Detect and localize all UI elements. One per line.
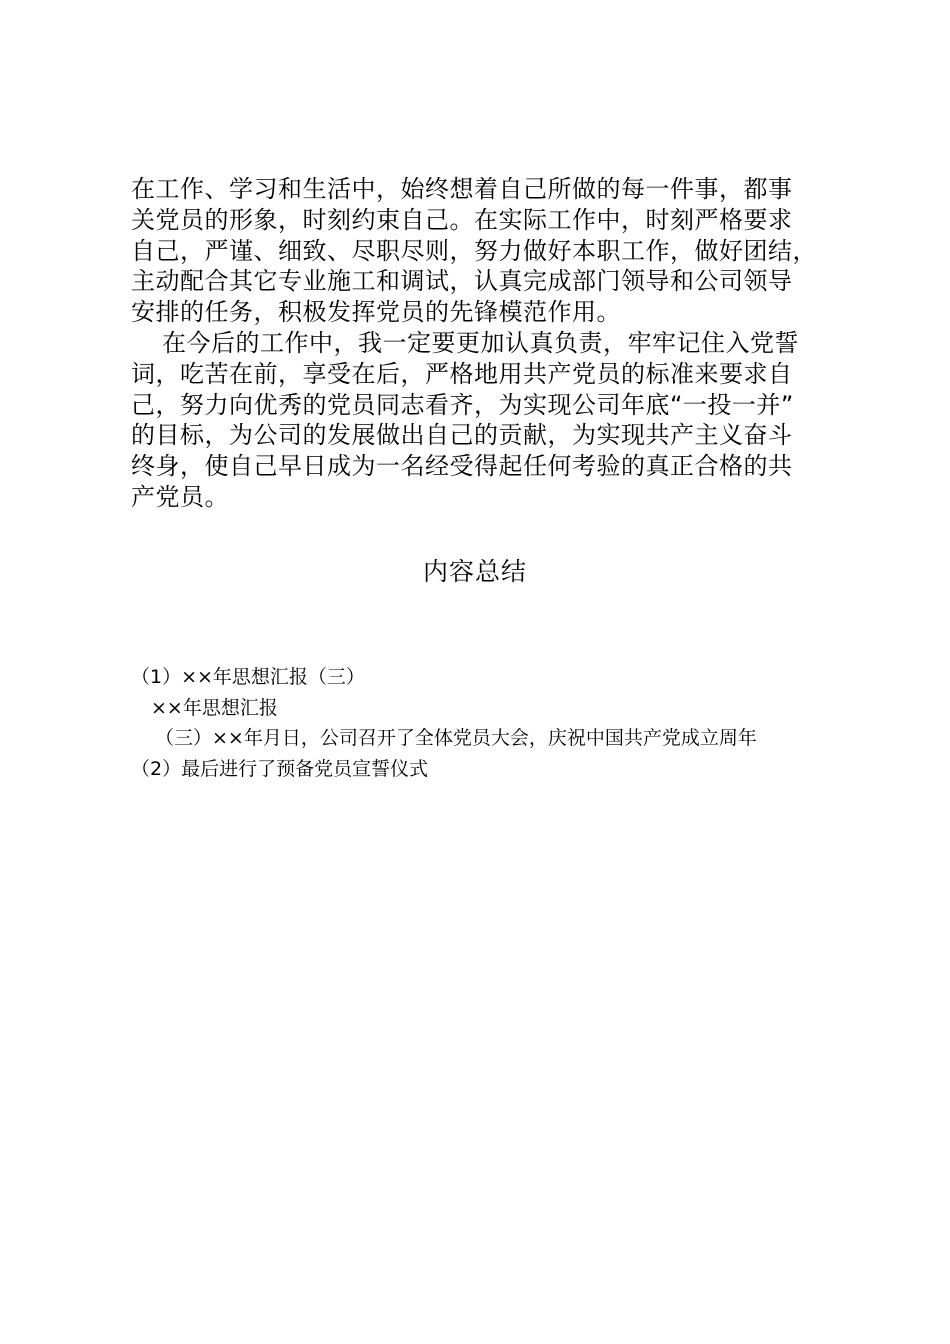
summary-title: 内容总结 <box>422 557 527 586</box>
summary-item: （2）最后进行了预备党员宣誓仪式 <box>131 758 429 781</box>
summary-list <box>131 662 757 785</box>
paragraph-line: 终身，使自己早日成为一名经受得起任何考验的真正合格的共 <box>131 452 793 481</box>
paragraph-line: 安排的任务，积极发挥党员的先锋模范作用。 <box>131 298 621 327</box>
paragraph-line: 在工作、学习和生活中，始终想着自己所做的每一件事，都事 <box>131 175 793 203</box>
paragraph-line: 的目标，为公司的发展做出自己的贡献，为实现共产主义奋斗 <box>131 421 793 450</box>
paragraph-line: 自己，严谨、细致、尽职尽则，努力做好本职工作，做好团结， <box>131 236 817 265</box>
summary-item: ××年思想汇报 <box>151 696 278 719</box>
document-body <box>131 174 851 513</box>
paragraph-line: 产党员。 <box>131 482 229 511</box>
paragraph-line: 词，吃苦在前，享受在后，严格地用共产党员的标准来要求自 <box>131 359 793 388</box>
paragraph-line: 己，努力向优秀的党员同志看齐，为实现公司年底“一投一并” <box>131 390 794 419</box>
summary-item: （1）××年思想汇报（三） <box>131 666 365 688</box>
paragraph-line: 主动配合其它专业施工和调试，认真完成部门领导和公司领导 <box>131 267 793 296</box>
paragraph-1 <box>131 174 851 328</box>
paragraph-line: 关党员的形象，时刻约束自己。在实际工作中，时刻严格要求 <box>131 205 793 234</box>
summary-item: （三）××年月日，公司召开了全体党员大会，庆祝中国共产党成立周年 <box>155 727 757 750</box>
paragraph-line: 在今后的工作中，我一定要更加认真负责，牢牢记住入党誓 <box>162 328 799 357</box>
paragraph-2 <box>131 328 851 513</box>
